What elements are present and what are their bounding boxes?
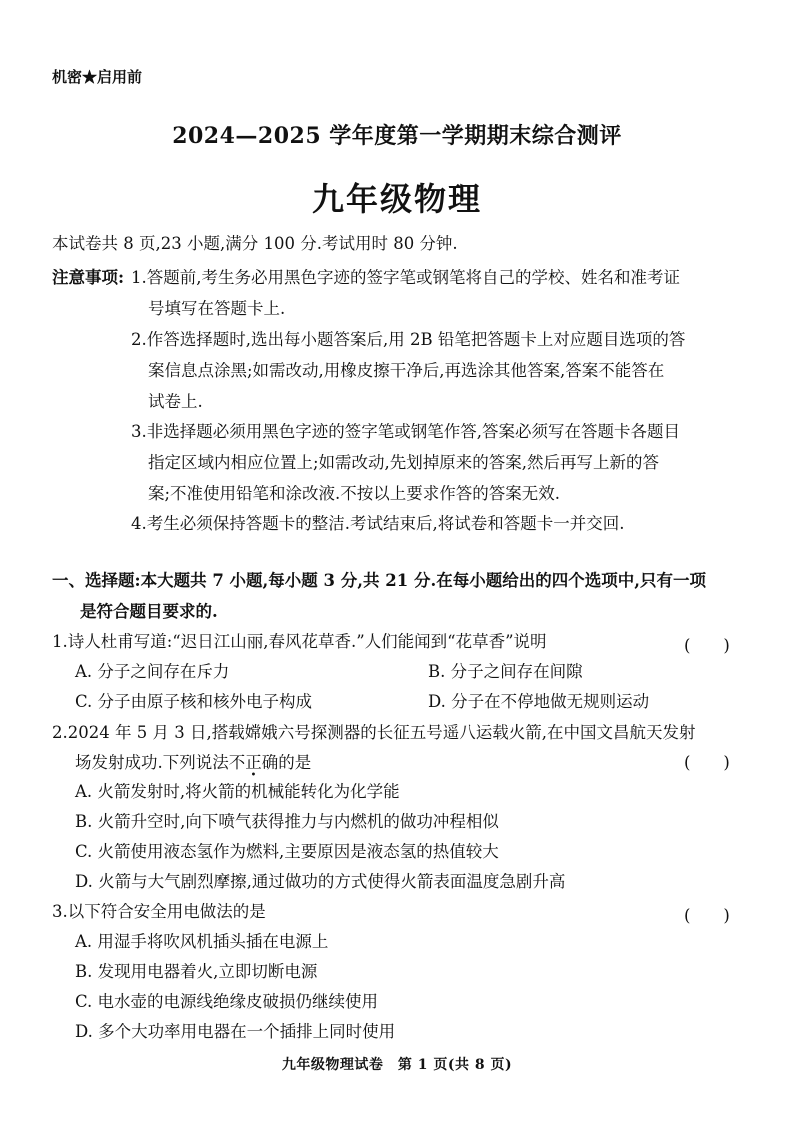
notice-item-2-line-1: 2.作答选择题时,选出每小题答案后,用 2B 铅笔把答题卡上对应题目选项的答 — [131, 330, 686, 349]
question-2-stem-post: 的是 — [278, 753, 312, 772]
notice-item-4: 4.考生必须保持答题卡的整洁.考试结束后,将试卷和答题卡一并交回. — [131, 514, 625, 533]
confidential-mark: 机密★启用前 — [52, 68, 143, 86]
question-2-option-c: C. 火箭使用液态氢作为燃料,主要原因是液态氢的热值较大 — [75, 842, 499, 861]
section-heading-line-1: 一、选择题:本大题共 7 小题,每小题 3 分,共 21 分.在每小题给出的四个选项中,只有一项 — [52, 571, 706, 590]
question-2-emphasis-not-correct: 不正确 — [228, 753, 279, 772]
question-2-stem-line-2 — [75, 753, 311, 773]
notice-item-2-line-3: 试卷上. — [148, 392, 203, 411]
question-1-option-d: D. 分子在不停地做无规则运动 — [428, 692, 650, 711]
notice-item-2-line-2: 案信息点涂黑;如需改动,用橡皮擦干净后,再选涂其他答案,答案不能答在 — [148, 361, 665, 380]
notice-item-3-line-3: 案;不准使用铅笔和涂改液.不按以上要求作答的答案无效. — [148, 484, 561, 503]
exam-intro: 本试卷共 8 页,23 小题,满分 100 分.考试用时 80 分钟. — [52, 234, 458, 253]
notice-item-1-line-2: 号填写在答题卡上. — [148, 299, 286, 318]
question-3-option-d: D. 多个大功率用电器在一个插排上同时使用 — [75, 1022, 396, 1041]
question-3-option-b: B. 发现用电器着火,立即切断电源 — [75, 962, 318, 981]
question-1-option-b: B. 分子之间存在间隙 — [428, 662, 583, 681]
question-2-answer-paren: ( ) — [684, 753, 730, 772]
question-1-stem: 1.诗人杜甫写道:“迟日江山丽,春风花草香.”人们能闻到“花草香”说明 — [52, 632, 547, 651]
question-2-stem-pre: 场发射成功.下列说法 — [75, 753, 229, 772]
question-1-option-c: C. 分子由原子核和核外电子构成 — [75, 692, 313, 711]
notice-item-3-line-2: 指定区域内相应位置上;如需改动,先划掉原来的答案,然后再写上新的答 — [148, 453, 660, 472]
question-2-option-a: A. 火箭发射时,将火箭的机械能转化为化学能 — [75, 782, 400, 801]
question-3-option-c: C. 电水壶的电源线绝缘皮破损仍继续使用 — [75, 992, 379, 1011]
question-1-answer-paren: ( ) — [684, 636, 730, 655]
question-3-answer-paren: ( ) — [684, 906, 730, 925]
question-2-option-d: D. 火箭与大气剧烈摩擦,通过做功的方式使得火箭表面温度急剧升高 — [75, 872, 566, 891]
notice-label: 注意事项: — [52, 268, 125, 287]
question-1-option-a: A. 分子之间存在斥力 — [75, 662, 230, 681]
section-heading-line-2: 是符合题目要求的. — [80, 602, 218, 621]
exam-title: 2024—2025 学年度第一学期期末综合测评 — [172, 123, 622, 149]
question-3-option-a: A. 用湿手将吹风机插头插在电源上 — [75, 932, 329, 951]
subject-title: 九年级物理 — [311, 180, 482, 218]
question-2-stem-line-1: 2.2024 年 5 月 3 日,搭载嫦娥六号探测器的长征五号遥八运载火箭,在中国文昌航天发射 — [52, 723, 696, 742]
notice-item-1-line-1: 1.答题前,考生务必用黑色字迹的签字笔或钢笔将自己的学校、姓名和准考证 — [131, 268, 680, 287]
page-footer: 九年级物理试卷 第 1 页(共 8 页) — [281, 1057, 513, 1073]
notice-item-3-line-1: 3.非选择题必须用黑色字迹的签字笔或钢笔作答,答案必须写在答题卡各题目 — [131, 422, 680, 441]
question-2-option-b: B. 火箭升空时,向下喷气获得推力与内燃机的做功冲程相似 — [75, 812, 499, 831]
question-3-stem: 3.以下符合安全用电做法的是 — [52, 902, 266, 921]
